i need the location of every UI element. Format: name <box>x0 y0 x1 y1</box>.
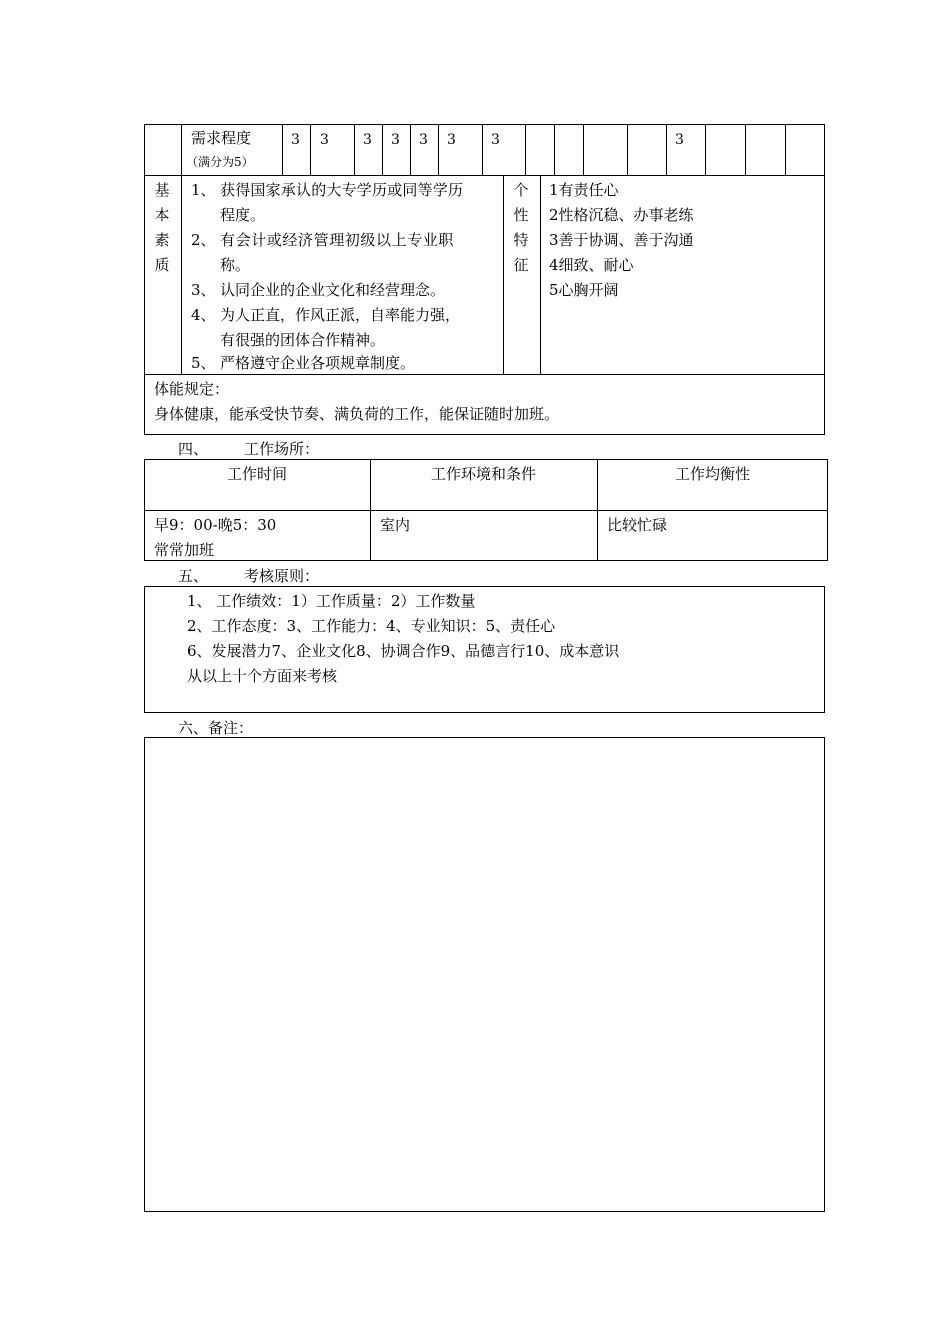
header-char: 特 <box>513 231 529 249</box>
table-col-divider <box>666 124 667 175</box>
quality-text: 有会计或经济管理初级以上专业职 <box>220 231 455 249</box>
header-char: 基 <box>154 181 170 199</box>
personality-item: 1有责任心 <box>549 181 619 199</box>
demand-value: 3 <box>391 132 400 148</box>
table-col-divider <box>745 124 746 175</box>
quality-num: 3、 <box>191 281 216 299</box>
quality-num: 2、 <box>191 231 216 249</box>
work-time-value: 早9：00-晚5：30 <box>154 516 277 534</box>
environment-value: 室内 <box>380 516 411 534</box>
header-work-time: 工作时间 <box>226 465 287 483</box>
header-char: 质 <box>154 256 170 274</box>
demand-value: 3 <box>447 132 456 148</box>
header-balance: 工作均衡性 <box>674 465 750 483</box>
quality-text: 认同企业的企业文化和经营理念。 <box>220 281 446 299</box>
demand-value: 3 <box>291 132 300 148</box>
table-col-divider <box>382 124 383 175</box>
demand-value: 3 <box>419 132 428 148</box>
assessment-line: 2、工作态度：3、工作能力：4、专业知识：5、责任心 <box>187 617 556 635</box>
quality-text: 程度。 <box>220 206 266 224</box>
demand-value: 3 <box>675 132 684 148</box>
section5-title: 考核原则： <box>244 567 320 585</box>
personality-item: 4细致、耐心 <box>549 256 634 274</box>
fitness-title: 体能规定： <box>154 380 230 398</box>
remarks-box[interactable] <box>144 737 825 1212</box>
table-col-divider <box>482 124 483 175</box>
quality-text: 有很强的团体合作精神。 <box>220 331 386 349</box>
assessment-line: 1、 工作绩效：1）工作质量：2）工作数量 <box>187 592 476 610</box>
section4-title: 工作场所： <box>244 440 320 458</box>
header-char: 性 <box>513 206 529 224</box>
quality-text: 严格遵守企业各项规章制度。 <box>220 354 416 372</box>
work-time-note: 常常加班 <box>154 541 215 559</box>
table-col-divider <box>310 124 311 175</box>
quality-text: 称。 <box>220 256 251 274</box>
section4-num: 四、 <box>178 440 209 458</box>
table-col-divider <box>554 124 555 175</box>
balance-value: 比较忙碌 <box>607 516 668 534</box>
table-col-divider <box>583 124 584 175</box>
table-col-divider <box>525 124 526 175</box>
quality-text: 获得国家承认的大专学历或同等学历 <box>220 181 464 199</box>
personality-item: 2性格沉稳、办事老练 <box>549 206 694 224</box>
header-char: 本 <box>154 206 170 224</box>
table-col-divider <box>282 124 283 175</box>
assessment-line: 6、发展潜力7、企业文化8、协调合作9、品德言行10、成本意识 <box>187 642 620 660</box>
table-col-divider <box>410 124 411 175</box>
demand-value: 3 <box>320 132 329 148</box>
header-environment: 工作环境和条件 <box>430 465 536 483</box>
qualities-header <box>154 178 170 278</box>
personality-header <box>513 178 529 278</box>
quality-text: 为人正直，作风正派，自率能力强， <box>220 306 461 324</box>
header-char: 素 <box>154 231 170 249</box>
table-col-divider <box>705 124 706 175</box>
table-col-divider <box>540 175 541 374</box>
section5-num: 五、 <box>178 567 209 585</box>
quality-num: 4、 <box>191 306 216 324</box>
table-row-divider <box>144 175 825 176</box>
table-col-divider <box>503 175 504 374</box>
table-col-divider <box>627 124 628 175</box>
demand-value: 3 <box>363 132 372 148</box>
demand-label: 需求程度 <box>191 129 252 147</box>
assessment-line: 从以上十个方面来考核 <box>187 667 338 685</box>
quality-num: 1、 <box>191 181 216 199</box>
fitness-text: 身体健康，能承受快节奏、满负荷的工作，能保证随时加班。 <box>154 405 560 423</box>
personality-item: 3善于协调、善于沟通 <box>549 231 694 249</box>
header-char: 个 <box>513 181 529 199</box>
table-col-divider <box>438 124 439 175</box>
personality-item: 5心胸开阔 <box>549 281 619 299</box>
quality-num: 5、 <box>191 354 216 372</box>
demand-sublabel: （满分为5） <box>186 155 254 169</box>
table-col-divider <box>785 124 786 175</box>
section6-title: 六、备注： <box>178 719 254 737</box>
table-col-divider <box>181 124 182 375</box>
table-col-divider <box>354 124 355 175</box>
table-row-divider <box>144 510 828 511</box>
demand-value: 3 <box>491 132 500 148</box>
header-char: 征 <box>513 256 529 274</box>
